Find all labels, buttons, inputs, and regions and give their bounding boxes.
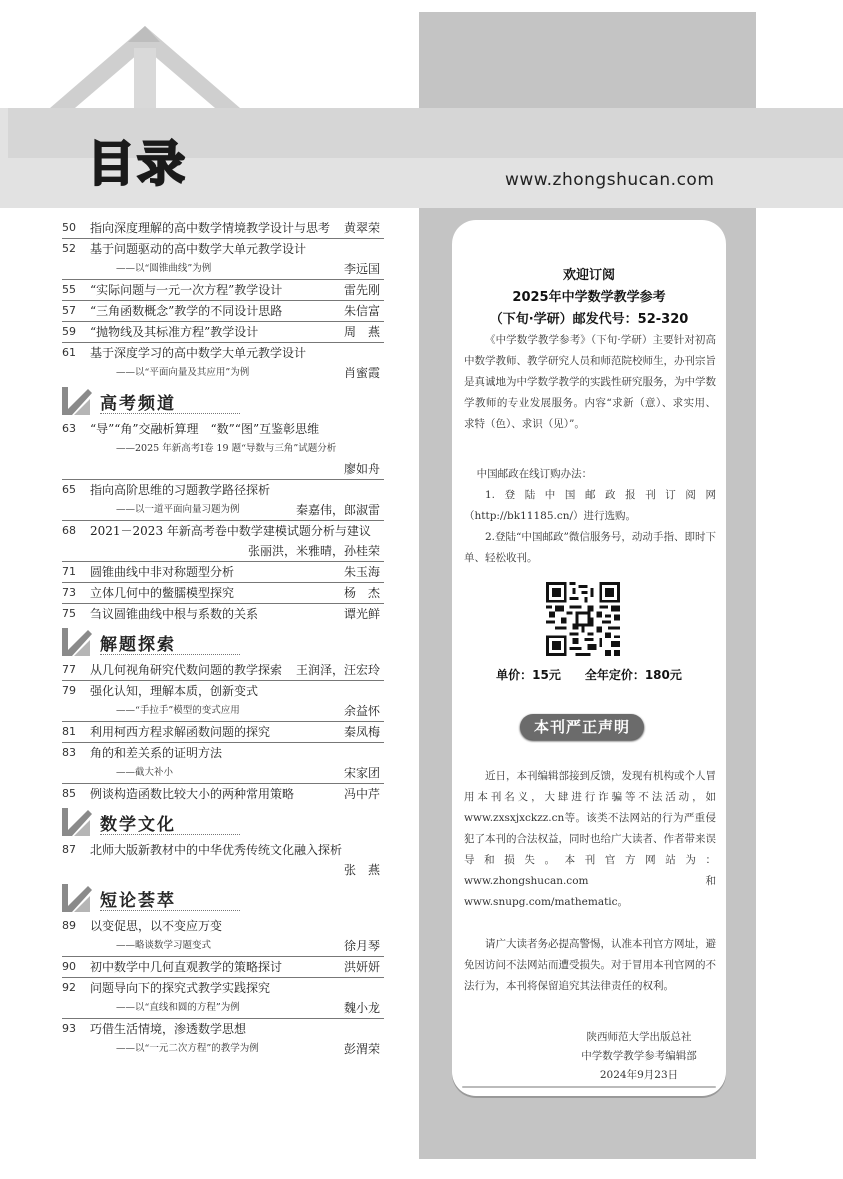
toc-subtitle: ——“手拉手”模型的变式应用 余益怀 [116,704,380,718]
section-icon [60,626,94,658]
toc-entry: 83 角的和差关系的证明方法 [62,746,223,760]
subscribe-heading: 欢迎订阅 [562,268,615,283]
toc-entry: 68 2021－2023 年新高考卷中数学建模试题分析与建议 [62,524,371,538]
notice-paragraph-2: 请广大读者务必提高警惕，认准本刊官方网址，避免因访问不法网站而遭受损失。对于冒用本刊官网的不法行为，本刊将保留追究其法律责任的权利。 [464,938,716,992]
notice-date: 2024年9月23日 [599,1069,679,1081]
postal-code-heading: （下旬·学研）邮发代号：52-320 [489,312,689,327]
page-title: 目录 [87,136,188,192]
card-divider [462,1086,716,1088]
toc-subtitle: ——以一道平面向量习题为例 秦嘉伟，郎淑雷 [116,503,380,517]
price-info: 单价：15元 全年定价：180元 [496,668,682,682]
section-header: 高考频道 [58,383,388,419]
toc-subtitle: ——截大补小 宋家团 [116,766,380,780]
toc-entry: 50 指向深度理解的高中数学情境教学设计与思考 黄翠荣 [62,221,380,235]
toc-subtitle: ——以“一元二次方程”的教学为例 彭渭荣 [116,1042,380,1056]
toc-entry: 87 北师大版新教材中的中华优秀传统文化融入探析 [62,843,343,857]
editorial-dept: 中学数学教学参考编辑部 [581,1050,697,1062]
toc-author: 张丽洪，米雅晴，孙桂荣 [247,544,380,558]
toc-entry: 93 巧借生活情境，渗透数学思想 [62,1022,247,1036]
toc-entry: 90 初中数学中几何直观教学的策略探讨 洪妍妍 [62,960,380,974]
toc-subtitle: ——以“圆锥曲线”为例 李远国 [116,262,380,276]
section-header: 解题探索 [58,624,388,660]
toc-author: 张 燕 [343,863,380,877]
qr-code-image [546,582,620,656]
journal-heading: 2025年中学数学教学参考 [512,290,666,305]
toc-entry: 75 刍议圆锥曲线中根与系数的关系 谭光鲜 [62,607,380,621]
order-method-2: 2.登陆“中国邮政”微信服务号，动动手指、即时下单、轻松收刊。 [464,531,716,564]
table-of-contents [58,218,388,1059]
section-icon [60,882,94,914]
notice-title-badge: 本刊严正声明 [520,714,644,740]
website-url: www.zhongshucan.com [505,170,715,190]
toc-author: 廖如舟 [343,462,380,476]
subscription-card [452,220,726,1096]
publisher-name: 陕西师范大学出版总社 [586,1031,692,1043]
toc-entry: 65 指向高阶思维的习题教学路径探析 [62,483,271,497]
notice-paragraph-1: 近日，本刊编辑部接到反馈，发现有机构或个人冒用本刊名义，大肆进行诈骗等不法活动，如www.zxsxjxckzz.cn等。该类不法网站的行为严重侵犯了本刊的合法权益，同时也给广大读者、作者带来误导和损失。本刊官方网站为：www.zhongshucan.com 和 www.snupg.com/mathematic。 [464,770,716,908]
toc-subtitle: ——略谈数学习题变式 徐月琴 [116,939,380,953]
journal-intro: 《中学数学教学参考》（下旬·学研）主要针对初高中数学教师、教学研究人员和师范院校师生，办刊宗旨是真诚地为中学数学教学的实践性研究服务，为中学数学教师的专业发展服务。内容“求新（意）、求实用、求特（色）、求识（见）”。 [464,334,716,430]
toc-subtitle: ——以“直线和圆的方程”为例 魏小龙 [116,1001,380,1015]
section-header: 短论荟萃 [58,880,388,916]
toc-entry: 52 基于问题驱动的高中数学大单元教学设计 [62,242,307,256]
section-icon [60,385,94,417]
roof-logo-graphic [40,22,250,112]
toc-entry: 92 问题导向下的探究式教学实践探究 [62,981,271,995]
toc-entry: 71 圆锥曲线中非对称题型分析 朱玉海 [62,565,380,579]
toc-entry: 61 基于深度学习的高中数学大单元教学设计 [62,346,307,360]
toc-entry: 59 “抛物线及其标准方程”教学设计 周 燕 [62,325,380,339]
toc-entry: 81 利用柯西方程求解函数问题的探究 秦凤梅 [62,725,380,739]
toc-entry: 55 “实际问题与一元一次方程”教学设计 雷先刚 [62,283,380,297]
order-title: 中国邮政在线订购办法： [476,468,593,480]
toc-entry: 63 “导”“角”交融析算理 “数”“图”互鉴彰思维 [62,422,320,436]
toc-entry: 73 立体几何中的鳖臑模型探究 杨 杰 [62,586,380,600]
toc-entry: 85 例谈构造函数比较大小的两种常用策略 冯中芹 [62,787,380,801]
section-icon [60,806,94,838]
toc-subtitle: ——以“平面向量及其应用”为例 肖蜜霞 [116,366,380,380]
order-method-1: 1.登陆中国邮政报刊订阅网（http://bk11185.cn/）进行选购。 [464,489,716,522]
toc-subtitle: ——2025 年新高考Ⅰ卷 19 题“导数与三角”试题分析 [116,443,337,454]
toc-entry: 79 强化认知，理解本质，创新变式 [62,684,259,698]
toc-entry: 77 从几何视角研究代数问题的教学探索 王润泽，汪宏玲 [62,663,380,677]
toc-entry: 57 “三角函数概念”教学的不同设计思路 朱信富 [62,304,380,318]
section-header: 数学文化 [58,804,388,840]
toc-entry: 89 以变促思，以不变应万变 [62,919,223,933]
